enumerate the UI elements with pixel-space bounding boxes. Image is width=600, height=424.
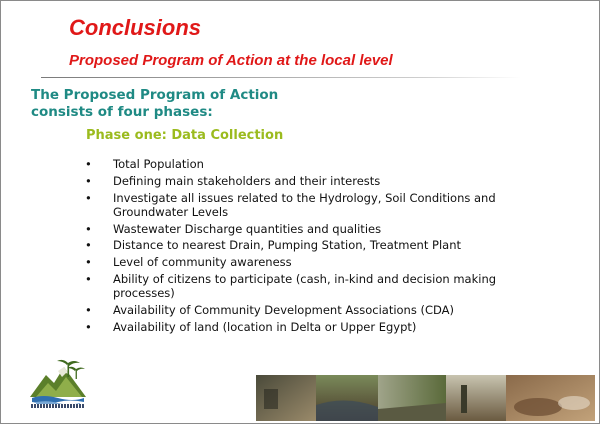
bullet-glyph: • xyxy=(85,157,92,171)
intro-line: The Proposed Program of Action xyxy=(31,87,279,103)
bullet-glyph: • xyxy=(85,272,92,287)
organization-logo-icon xyxy=(28,353,88,409)
bullet-glyph: • xyxy=(85,319,92,334)
bullet-glyph: • xyxy=(85,173,92,188)
bullet-text: Ability of citizens to participate (cash, in-kind and decision making processes) xyxy=(113,272,497,301)
bullet-text: Availability of land (location in Delta or Upper Egypt) xyxy=(113,319,417,334)
slide-title: Conclusions xyxy=(69,15,202,40)
phase-heading: Phase one: Data Collection xyxy=(86,128,284,143)
bullet-text: Distance to nearest Drain, Pumping Station, Treatment Plant xyxy=(113,238,461,253)
intro-text xyxy=(31,87,278,121)
list-item xyxy=(85,222,555,236)
bullet-text: Level of community awareness xyxy=(113,255,292,270)
bullet-text: Defining main stakeholders and their interests xyxy=(113,173,381,188)
list-item xyxy=(85,320,555,334)
title-divider xyxy=(41,77,521,78)
photo-strip-icon xyxy=(256,375,595,421)
bullet-text: Availability of Community Development Associations (CDA) xyxy=(113,303,455,318)
bullet-glyph: • xyxy=(85,238,92,253)
list-item xyxy=(85,303,555,317)
list-item xyxy=(85,191,555,220)
bullet-text: Total Population xyxy=(113,157,204,171)
logo-caption-lines xyxy=(31,404,85,408)
list-item xyxy=(85,238,555,252)
list-item xyxy=(85,272,555,301)
bullet-text: Investigate all issues related to the Hydrology, Soil Conditions and Groundwater Levels xyxy=(113,190,496,219)
bullet-text: Wastewater Discharge quantities and qualities xyxy=(113,221,382,236)
list-item xyxy=(85,174,555,188)
bullet-glyph: • xyxy=(85,303,92,318)
bullet-glyph: • xyxy=(85,255,92,270)
bullet-glyph: • xyxy=(85,221,92,236)
slide-subtitle: Proposed Program of Action at the local level xyxy=(69,52,393,69)
list-item xyxy=(85,255,555,269)
bullet-glyph: • xyxy=(85,190,92,205)
list-item xyxy=(85,157,555,171)
bullet-list xyxy=(85,157,555,337)
intro-line: consists of four phases: xyxy=(31,104,213,120)
